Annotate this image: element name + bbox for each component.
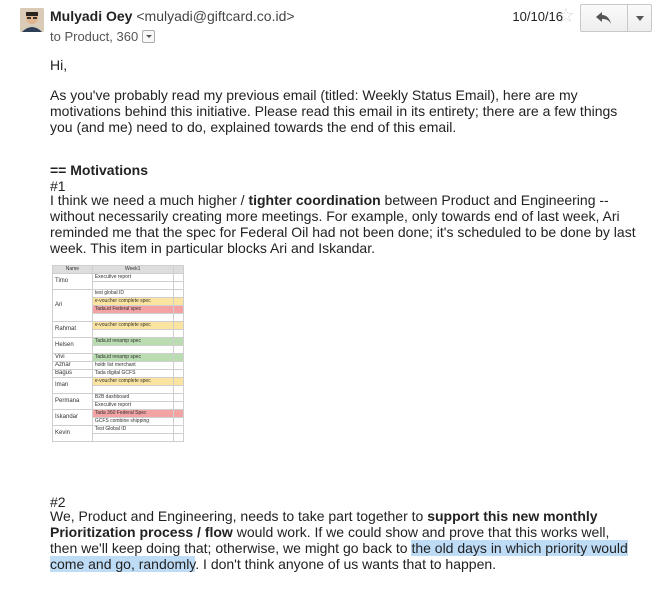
item1-number: #1 (50, 178, 66, 194)
more-button[interactable] (628, 5, 652, 31)
sheet-name-cell: Iskandar (53, 410, 93, 426)
item1-text-c: between Product and Engineering -- without necessarily creating more meetings. For example, only towards end of last week, Ari reminded me that the spec for Federal Oil had not been done; it's scheduled to be done by last week. This item in particular blocks Ari and Iskandar. (50, 192, 636, 256)
star-icon[interactable]: ☆ (557, 5, 575, 27)
sheet-task-cell: Tada.id revamp spec (92, 338, 173, 346)
sheet-extra-cell (173, 386, 183, 394)
item2-highlighted-text: the old days in which priority would come and go, randomly (50, 540, 628, 572)
sheet-extra-cell (173, 274, 183, 282)
sheet-header-extra (173, 266, 183, 274)
sheet-task-cell: Tada digital GCFS (92, 370, 173, 378)
sheet-name-cell: Helsen (53, 338, 93, 354)
sheet-row (53, 394, 184, 402)
item2-text-bold: support this new monthly Prioritization process / flow (50, 508, 598, 540)
schedule-spreadsheet-image[interactable] (52, 265, 184, 473)
chevron-down-icon (636, 16, 644, 21)
sheet-name-cell: Rahmat (53, 322, 93, 338)
section-heading: == Motivations (50, 162, 149, 178)
sheet-task-cell: Executive report (92, 402, 173, 410)
sheet-name-cell: Bagus (53, 370, 93, 378)
sheet-task-cell (92, 434, 173, 442)
item2-paragraph (50, 508, 640, 572)
sheet-extra-cell (173, 346, 183, 354)
sheet-row (53, 378, 184, 386)
sheet-task-cell: B2B dashboard (92, 394, 173, 402)
sheet-task-cell (92, 386, 173, 394)
recipients-line (50, 29, 155, 44)
sheet-task-cell (92, 330, 173, 338)
sheet-task-cell: e-voucher complete spec (92, 378, 173, 386)
sender-email: <mulyadi@giftcard.co.id> (136, 8, 295, 24)
sheet-extra-cell (173, 314, 183, 322)
sheet-task-cell: Tada.id revamp spec (92, 354, 173, 362)
sheet-name-cell: Ari (53, 290, 93, 322)
sheet-extra-cell (173, 370, 183, 378)
recipients-text: to Product, 360 (50, 29, 139, 44)
sheet-task-cell: holdr list merchant (92, 362, 173, 370)
sheet-row (53, 426, 184, 434)
sender-avatar (20, 8, 44, 32)
sheet-row (53, 338, 184, 346)
sheet-extra-cell (173, 330, 183, 338)
sheet-extra-cell (173, 322, 183, 330)
sheet-extra-cell (173, 410, 183, 418)
sheet-task-cell: Tada 360 Federal Spec (92, 410, 173, 418)
sheet-extra-cell (173, 402, 183, 410)
sheet-extra-cell (173, 418, 183, 426)
intro-paragraph: As you've probably read my previous email (titled: Weekly Status Email), here are my motivations behind this initiative. Please read this email in its entirety; there are a few things you (and me) need to do, explained towards the end of this email. (50, 87, 618, 135)
sheet-task-cell: Tada.id Federal spec (92, 306, 173, 314)
sheet-row (53, 354, 184, 362)
sheet-task-cell: test global ID (92, 290, 173, 298)
sheet-row (53, 362, 184, 370)
sheet-task-cell: Test Global ID (92, 426, 173, 434)
item1-text-a: I think we need a much higher / (50, 192, 249, 208)
sender-line (50, 8, 295, 24)
sheet-task-cell: e-voucher complete spec (92, 322, 173, 330)
reply-button[interactable] (581, 5, 628, 31)
item1-text-bold: tighter coordination (248, 192, 381, 208)
sheet-extra-cell (173, 362, 183, 370)
sheet-extra-cell (173, 282, 183, 290)
sheet-name-cell: Kevin (53, 426, 93, 442)
item2-text-d: . I don't think anyone of us wants that to happen. (195, 556, 497, 572)
sheet-row (53, 410, 184, 418)
item2-text-a: We, Product and Engineering, needs to take part together to (50, 508, 428, 524)
sheet-extra-cell (173, 434, 183, 442)
sheet-row (53, 322, 184, 330)
sheet-task-cell: Executive report (92, 274, 173, 282)
sheet-extra-cell (173, 298, 183, 306)
sheet-row (53, 290, 184, 298)
sheet-extra-cell (173, 338, 183, 346)
sheet-extra-cell (173, 426, 183, 434)
sheet-name-cell: Azhar (53, 362, 93, 370)
sheet-extra-cell (173, 290, 183, 298)
sheet-extra-cell (173, 378, 183, 386)
sheet-name-cell: Vivi (53, 354, 93, 362)
item2-number: #2 (50, 494, 66, 510)
sheet-task-cell: GCFS combine shipping (92, 418, 173, 426)
item2-text-c: would work. If we could show and prove that this works well, then we'll keep doing that; otherwise, we might go back to (50, 524, 610, 556)
item1-paragraph (50, 192, 640, 256)
sheet-name-cell: Iman (53, 378, 93, 394)
sheet-extra-cell (173, 354, 183, 362)
message-date: 10/10/16 (512, 9, 563, 24)
sheet-name-cell: Timo (53, 274, 93, 290)
recipient-details-toggle[interactable] (142, 30, 155, 43)
sender-name[interactable]: Mulyadi Oey (50, 8, 133, 24)
greeting: Hi, (50, 57, 68, 73)
sheet-task-cell (92, 282, 173, 290)
sheet-extra-cell (173, 394, 183, 402)
reply-icon (596, 12, 612, 24)
sheet-header-name: Name (53, 266, 93, 274)
reply-button-group (580, 4, 652, 32)
sheet-row (53, 370, 184, 378)
sheet-name-cell: Permana (53, 394, 93, 410)
sheet-header-week: Week1 (92, 266, 173, 274)
sheet-task-cell (92, 314, 173, 322)
sheet-extra-cell (173, 306, 183, 314)
sheet-task-cell: e-voucher complete spec (92, 298, 173, 306)
sheet-task-cell (92, 346, 173, 354)
sheet-row (53, 274, 184, 282)
